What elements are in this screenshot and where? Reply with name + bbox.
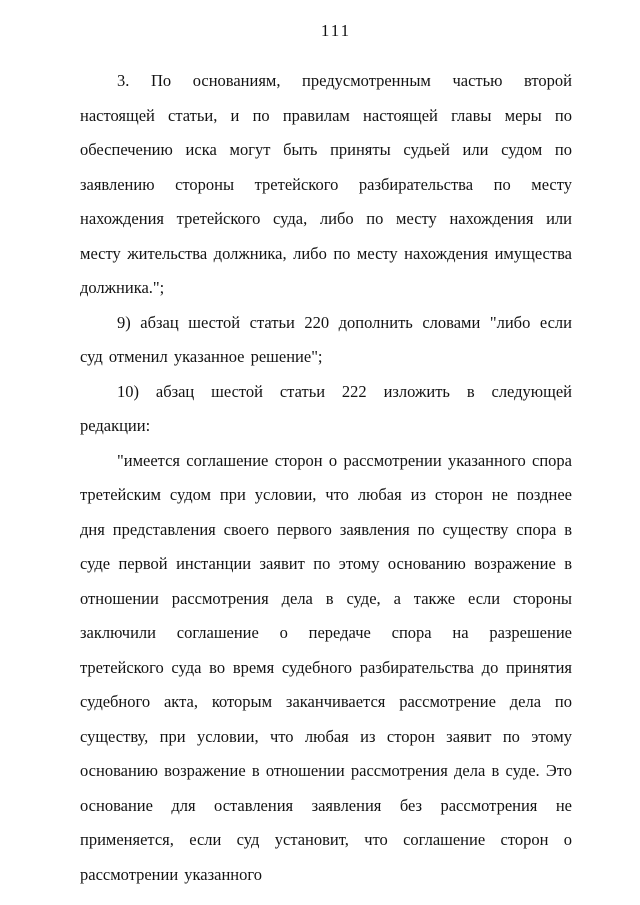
page-number: 111 [320,21,352,40]
paragraph-item-9: 9) абзац шестой статьи 220 дополнить словами "либо если суд отменил указанное решение"; [80,312,572,366]
paragraph-quoted-edition: "имеется соглашение сторон о рассмотрении указанного спора третейским судом при условии, что любая из сторон не позднее дня представления своего первого заявления по существу спора в суде первой инстанции заявит по этому основанию возражение в отношении рассмотрения дела в суде, а также если стороны заключили соглашение о передаче спора на разрешение третейского суда во время судебного разбирательства до принятия судебного акта, которым заканчивается рассмотрение дела по существу, при условии, что любая из сторон заявит по этому основанию возражение в отношении рассмотрения дела в суде. Это основание для оставления заявления без рассмотрения не применяется, если суд установит, что соглашение сторон о рассмотрении указанного [80,450,572,884]
paragraph-item-10: 10) абзац шестой статьи 222 изложить в следующей редакции: [80,381,572,435]
paragraph-item-3: 3. По основаниям, предусмотренным частью второй настоящей статьи, и по правилам настоящей главы меры по обеспечению иска могут быть приняты судьей или судом по заявлению стороны третейского разбирательства по месту нахождения третейского суда, либо по месту нахождения или месту жительства должника, либо по месту нахождения имущества должника."; [80,71,572,297]
